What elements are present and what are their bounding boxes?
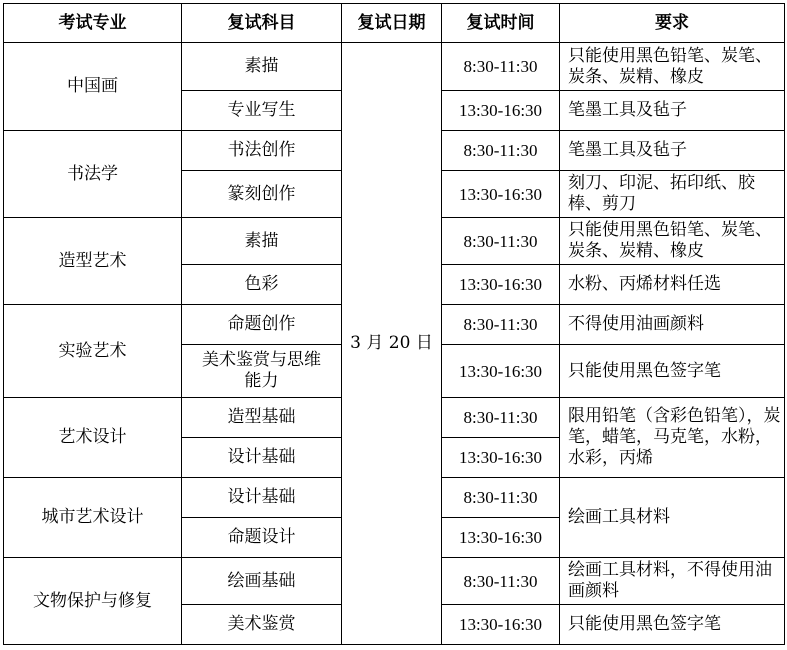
requirement-cell: 不得使用油画颜料 — [560, 305, 785, 345]
requirement-cell: 笔墨工具及毡子 — [560, 131, 785, 171]
time-cell: 13:30-16:30 — [442, 265, 560, 305]
subject-cell: 美术鉴赏 — [182, 605, 342, 645]
time-cell: 8:30-11:30 — [442, 398, 560, 438]
major-cell: 实验艺术 — [4, 305, 182, 398]
header-major: 考试专业 — [4, 4, 182, 43]
subject-cell: 素描 — [182, 43, 342, 91]
requirement-cell: 只能使用黑色签字笔 — [560, 345, 785, 398]
header-time: 复试时间 — [442, 4, 560, 43]
header-row — [4, 4, 785, 43]
time-cell: 13:30-16:30 — [442, 171, 560, 218]
requirement-cell: 只能使用黑色铅笔、炭笔、炭条、炭精、橡皮 — [560, 218, 785, 265]
table-row — [4, 43, 785, 91]
requirement-cell: 只能使用黑色铅笔、炭笔、炭条、炭精、橡皮 — [560, 43, 785, 91]
subject-cell: 素描 — [182, 218, 342, 265]
time-cell: 13:30-16:30 — [442, 518, 560, 558]
time-cell: 8:30-11:30 — [442, 218, 560, 265]
subject-cell: 造型基础 — [182, 398, 342, 438]
header-subject: 复试科目 — [182, 4, 342, 43]
major-cell: 文物保护与修复 — [4, 558, 182, 645]
requirement-cell: 绘画工具材料 — [560, 478, 785, 558]
subject-cell: 篆刻创作 — [182, 171, 342, 218]
subject-cell: 专业写生 — [182, 91, 342, 131]
subject-cell: 命题设计 — [182, 518, 342, 558]
major-cell: 城市艺术设计 — [4, 478, 182, 558]
requirement-cell: 水粉、丙烯材料任选 — [560, 265, 785, 305]
header-date: 复试日期 — [342, 4, 442, 43]
time-cell: 8:30-11:30 — [442, 558, 560, 605]
requirement-cell: 只能使用黑色签字笔 — [560, 605, 785, 645]
major-cell: 书法学 — [4, 131, 182, 218]
subject-cell: 设计基础 — [182, 438, 342, 478]
subject-cell: 色彩 — [182, 265, 342, 305]
major-cell: 造型艺术 — [4, 218, 182, 305]
date-cell: 3 月 20 日 — [342, 43, 442, 645]
subject-cell: 书法创作 — [182, 131, 342, 171]
time-cell: 8:30-11:30 — [442, 478, 560, 518]
major-cell: 中国画 — [4, 43, 182, 131]
time-cell: 8:30-11:30 — [442, 305, 560, 345]
time-cell: 13:30-16:30 — [442, 345, 560, 398]
time-cell: 13:30-16:30 — [442, 91, 560, 131]
major-cell: 艺术设计 — [4, 398, 182, 478]
time-cell: 13:30-16:30 — [442, 438, 560, 478]
requirement-cell: 限用铅笔（含彩色铅笔），炭笔，蜡笔，马克笔，水粉，水彩，丙烯 — [560, 398, 785, 478]
requirement-cell: 笔墨工具及毡子 — [560, 91, 785, 131]
subject-cell: 绘画基础 — [182, 558, 342, 605]
subject-cell: 美术鉴赏与思维能力 — [182, 345, 342, 398]
requirement-cell: 绘画工具材料，不得使用油画颜料 — [560, 558, 785, 605]
exam-schedule-table — [3, 3, 785, 645]
header-requirement: 要求 — [560, 4, 785, 43]
time-cell: 8:30-11:30 — [442, 131, 560, 171]
requirement-cell: 刻刀、印泥、拓印纸、胶棒、剪刀 — [560, 171, 785, 218]
subject-cell: 命题创作 — [182, 305, 342, 345]
subject-cell: 设计基础 — [182, 478, 342, 518]
time-cell: 8:30-11:30 — [442, 43, 560, 91]
time-cell: 13:30-16:30 — [442, 605, 560, 645]
